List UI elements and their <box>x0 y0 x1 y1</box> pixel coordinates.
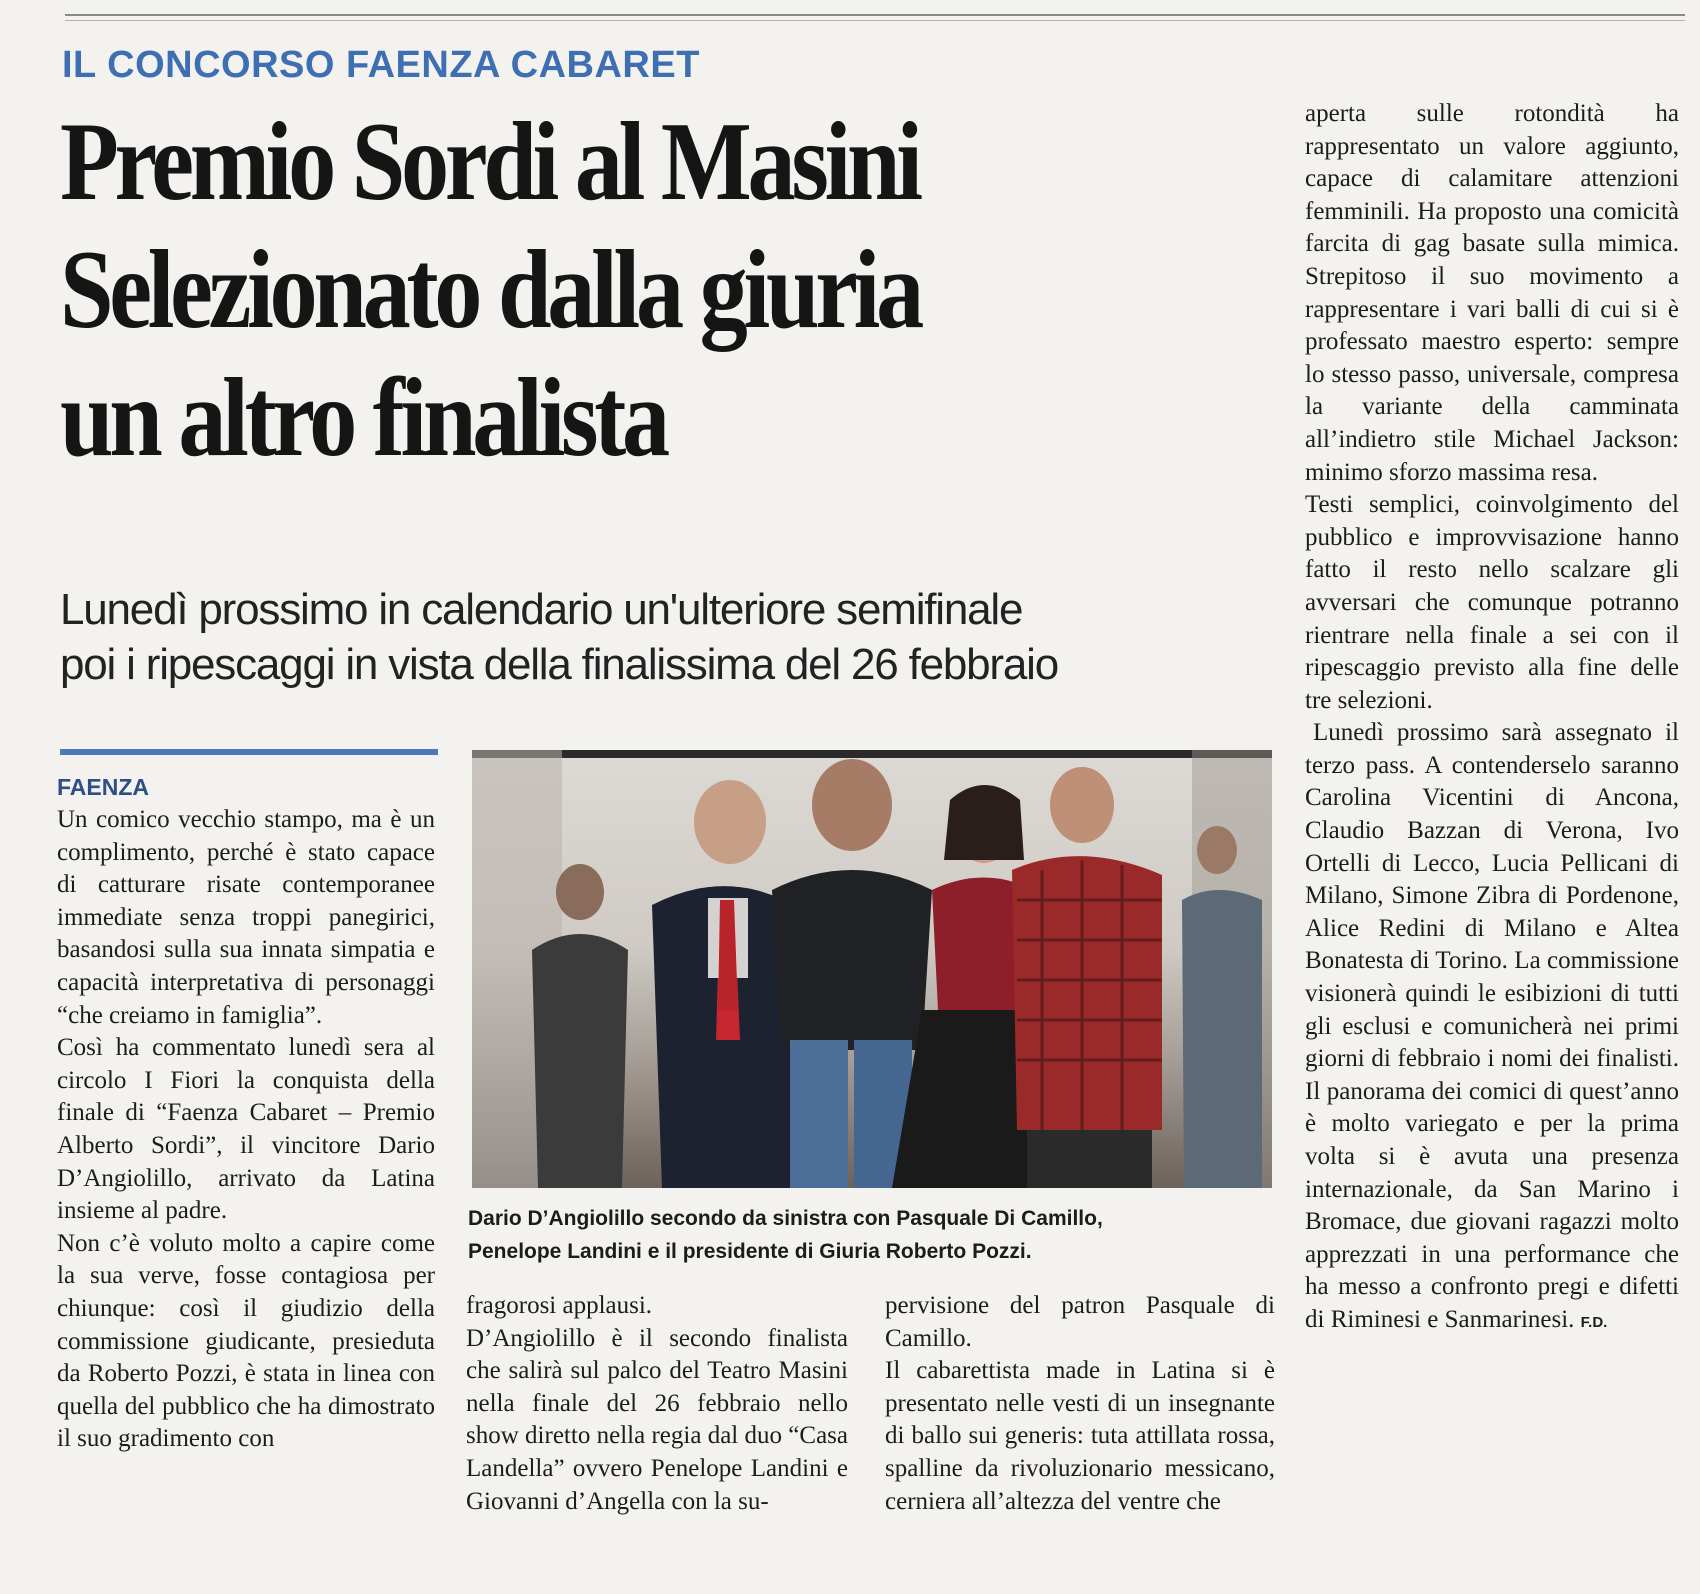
section-kicker: IL CONCORSO FAENZA CABARET <box>62 44 700 86</box>
caption-line-2: Penelope Landini e il presidente di Giuria Roberto Pozzi. <box>468 1240 1032 1263</box>
caption-line-1: Dario D’Angiolillo secondo da sinistra con Pasquale Di Camillo, <box>468 1207 1103 1230</box>
dateline: FAENZA <box>57 774 149 800</box>
subheadline <box>60 582 1280 692</box>
paragraph: Il cabarettista made in Latina si è presentato nelle vesti di un insegnante di ballo sui generis: tuta attillata rossa, spalline da rivoluzionario messicano, cerniera all’altezza del ventre che <box>885 1357 1275 1515</box>
article-column-3 <box>885 1290 1275 1518</box>
paragraph: fragorosi applausi. <box>466 1292 653 1319</box>
paragraph: Un comico vecchio stampo, ma è un complimento, perché è stato capace di catturare risate contemporanee immediate senza troppi panegirici, basandosi sulla sua innata simpatia e capacità interpretativa di personaggi “che creiamo in famiglia”. <box>57 806 435 1029</box>
photo-caption <box>468 1202 1278 1268</box>
headline <box>60 98 1280 482</box>
article-photo <box>472 750 1272 1188</box>
author-signature: F.D. <box>1580 1313 1608 1331</box>
paragraph <box>1305 717 1679 1339</box>
headline-line-1: Premio Sordi al Masini <box>60 100 919 224</box>
paragraph: D’Angiolillo è il secondo finalista che salirà sul palco del Teatro Masini nella finale del 26 febbraio nello show diretto nella regia dal duo “Casa Landella” ovvero Penelope Landini e Giovanni d’Angella con la su- <box>466 1324 848 1515</box>
accent-bar <box>60 749 438 755</box>
top-rule <box>65 14 1685 16</box>
subheadline-line-1: Lunedì prossimo in calendario un'ulteriore semifinale <box>60 585 1023 634</box>
paragraph: pervisione del patron Pasquale di Camillo. <box>885 1292 1275 1352</box>
headline-line-2: Selezionato dalla giuria <box>60 228 920 352</box>
headline-line-3: un altro finalista <box>60 356 666 480</box>
paragraph: Non c’è voluto molto a capire come la sua verve, fosse contagiosa per chiunque: così il giudizio della commissione giudicante, presieduta da Roberto Pozzi, è stata in linea con quella del pubblico che ha dimostrato il suo gradimento con <box>57 1229 435 1453</box>
article-column-1 <box>57 772 435 1456</box>
paragraph-text: Lunedì prossimo sarà assegnato il terzo pass. A contenderselo saranno Carolina Vicentini di Ancona, Claudio Bazzan di Verona, Ivo Ortelli di Lecco, Lucia Pellicani di Milano, Simone Zibra di Pordenone, Alice Redini di Milano e Altea Bonatesta di Torino. La commissione visionerà quindi le esibizioni di tutti gli esclusi e comunicherà nei primi giorni di febbraio i nomi dei finalisti. Il panorama dei comici di quest’anno è molto variegato e per la prima volta si è avuta una presenza internazionale, da San Marino i Bromace, due giovani ragazzi molto apprezzati in una performance che ha messo a confronto pregi e difetti di Riminesi e Sanmarinesi. <box>1305 719 1679 1333</box>
top-rule-thin <box>65 20 1685 21</box>
paragraph: Così ha commentato lunedì sera al circolo I Fiori la conquista della finale di “Faenza Cabaret – Premio Alberto Sordi”, il vincitore Dario D’Angiolillo, arrivato da Latina insieme al padre. <box>57 1034 435 1225</box>
paragraph: aperta sulle rotondità ha rappresentato un valore aggiunto, capace di calamitare attenzioni femminili. Ha proposto una comicità farcita di gag basate sulla mimica. Strepitoso il suo movimento a rappresentare i vari balli di cui si è professato maestro esperto: sempre lo stesso passo, universale, compresa la variante della camminata all’indietro stile Michael Jackson: minimo sforzo massima resa. <box>1305 100 1679 486</box>
article-column-2 <box>466 1290 848 1518</box>
subheadline-line-2: poi i ripescaggi in vista della finalissima del 26 febbraio <box>60 640 1059 689</box>
article-column-4 <box>1305 98 1679 1340</box>
paragraph: Testi semplici, coinvolgimento del pubblico e improvvisazione hanno fatto il resto nello scalzare gli avversari che comunque potranno rientrare nella finale a sei con il ripescaggio previsto alla fine delle tre selezioni. <box>1305 491 1679 714</box>
